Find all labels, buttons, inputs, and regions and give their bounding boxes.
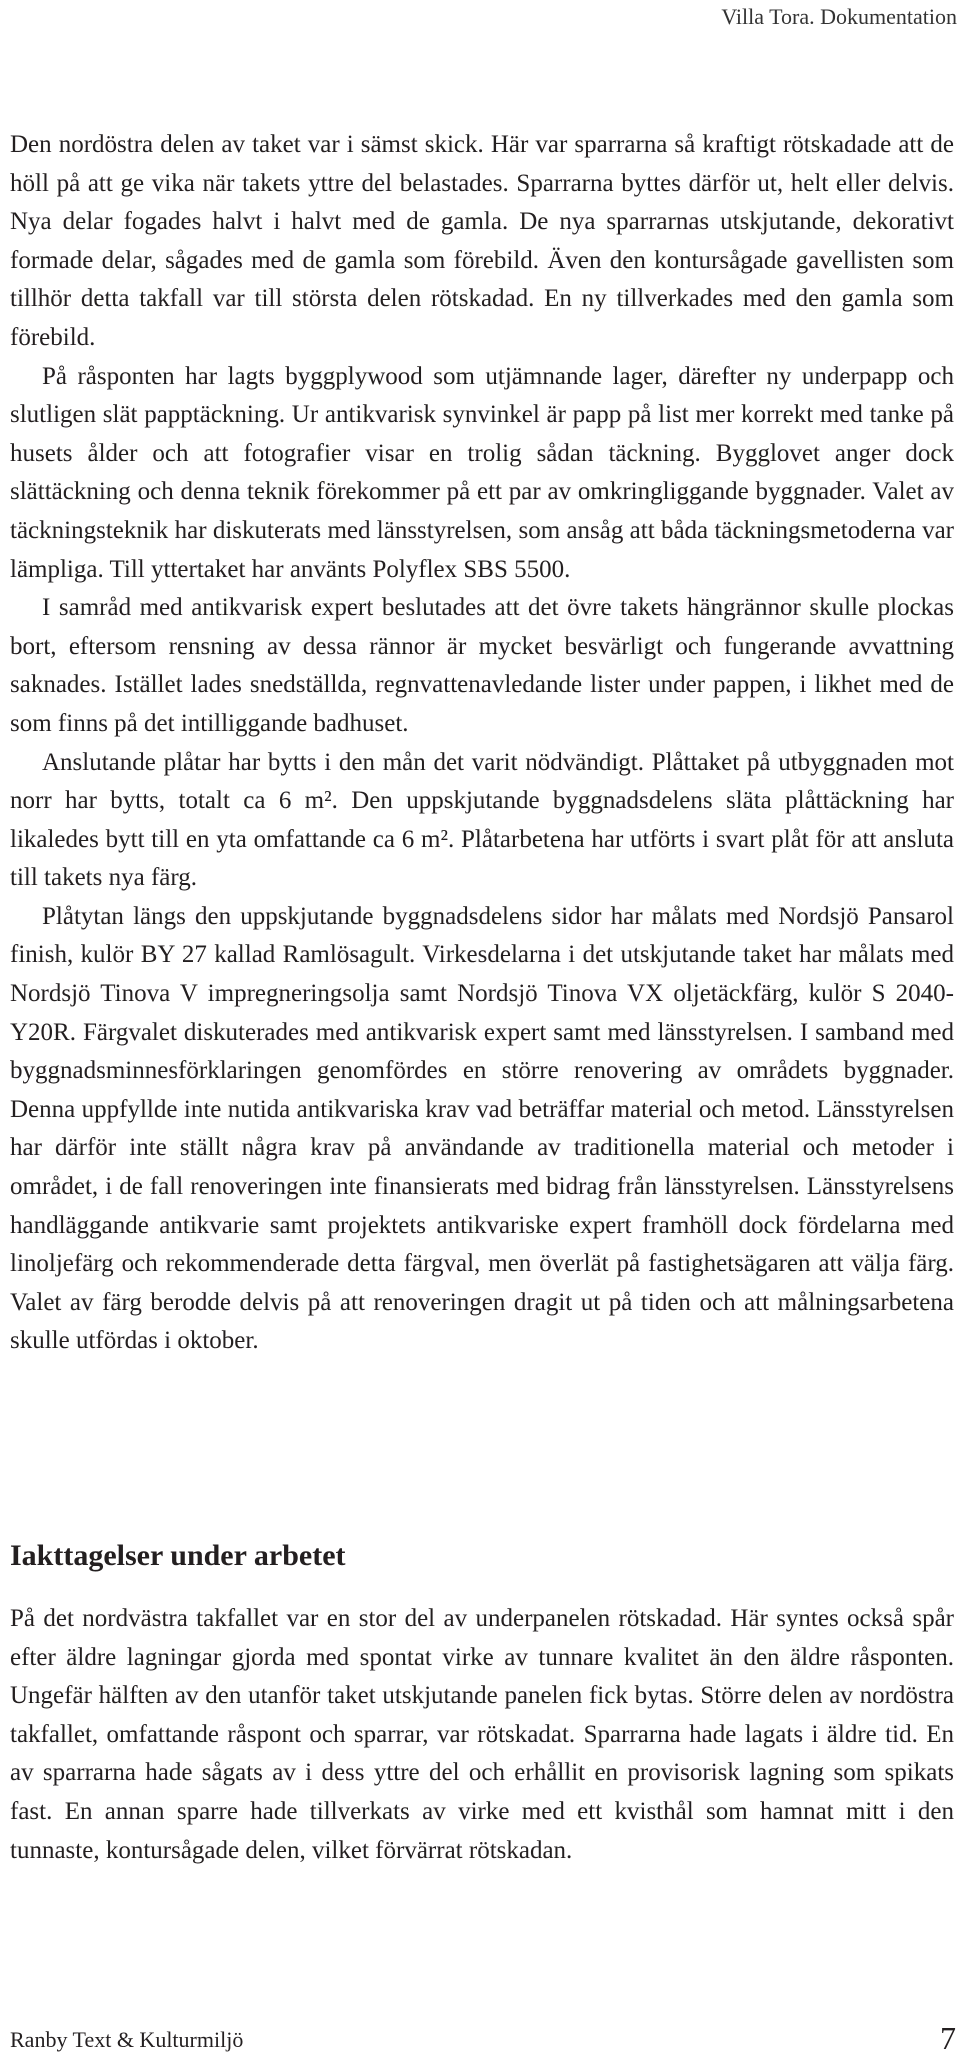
running-header: Villa Tora. Dokumentation	[721, 4, 957, 29]
footer-publisher: Ranby Text & Kulturmiljö	[10, 2027, 244, 2052]
paragraph-1: Den nordöstra delen av taket var i sämst skick. Här var sparrarna så kraftigt rötskadade att de höll på att ge vika när takets yttre del belastades. Sparrarna byttes därför ut, helt eller delvis. Nya delar fogades halvt i halvt med de gamla. De nya sparrarnas utskjutande, dekorativt formade delar, sågades med de gamla som förebild. Även den kontursågade gavellisten som tillhör detta takfall var till största delen rötskadad. En ny tillverkades med den gamla som förebild.	[10, 131, 954, 351]
paragraph-3: I samråd med antikvarisk expert beslutades att det övre takets hängrännor skulle plockas bort, eftersom rensning av dessa rännor är mycket besvärligt och fungerande avvattning saknades. Istället lades snedställda, regnvattenavledande lister under pappen, i likhet med de som finns på det intilliggande badhuset.	[10, 594, 954, 737]
paragraph-2: På råsponten har lagts byggplywood som utjämnande lager, därefter ny underpapp och slutligen slät papptäckning. Ur antikvarisk synvinkel är papp på list mer korrekt med tanke på husets ålder och att fotografier visar en trolig sådan täckning. Bygglovet anger dock slättäckning och denna teknik förekommer på ett par av omkringliggande byggnader. Valet av täckningsteknik har diskuterats med länsstyrelsen, som ansåg att båda täckningsmetoderna var lämpliga. Till yttertaket har använts Polyflex SBS 5500.	[10, 362, 954, 583]
section-heading: Iakttagelser under arbetet	[10, 1539, 346, 1572]
paragraph-4: Anslutande plåtar har bytts i den mån det varit nödvändigt. Plåttaket på utbyggnaden mot norr har bytts, totalt ca 6 m². Den uppskjutande byggnadsdelens släta plåttäckning har likaledes bytt till en yta omfattande ca 6 m². Plåtarbetena har utförts i svart plåt för att ansluta till takets nya färg.	[10, 748, 954, 892]
section-paragraph: På det nordvästra takfallet var en stor del av underpanelen rötskadad. Här syntes också spår efter äldre lagningar gjorda med spontat virke av tunnare kvalitet än den äldre råsponten. Ungefär hälften av den utanför taket utskjutande panelen fick bytas. Större delen av nordöstra takfallet, omfattande råspont och sparrar, var rötskadat. Sparrarna hade lagats i äldre tid. En av sparrarna hade sågats av i dess yttre del och erhållit en provisorisk lagning som spikats fast. En annan sparre hade tillverkats av virke med ett kvisthål som hamnat mitt i den tunnaste, kontursågade delen, vilket förvärrat rötskadan.	[10, 1605, 954, 1864]
paragraph-5: Plåtytan längs den uppskjutande byggnadsdelens sidor har målats med Nordsjö Pansarol finish, kulör BY 27 kallad Ramlösagult. Virkesdelarna i det utskjutande taket har målats med Nordsjö Tinova V impregneringsolja samt Nordsjö Tinova VX oljetäckfärg, kulör S 2040-Y20R. Färgvalet diskuterades med antikvarisk expert samt med länsstyrelsen. I samband med byggnadsminnesförklaringen genomfördes en större renovering av områdets byggnader. Denna uppfyllde inte nutida antikvariska krav vad beträffar material och metod. Länsstyrelsen har därför inte ställt några krav på användande av traditionella material och metoder i området, i de fall renoveringen inte finansierats med bidrag från länsstyrelsen. Länsstyrelsens handläggande antikvarie samt projektets antikvariske expert framhöll dock fördelarna med linoljefärg och rekommenderade detta färgval, men överlät på fastighetsägaren att välja färg. Valet av färg berodde delvis på att renoveringen dragit ut på tiden och att målningsarbetena skulle utfördas i oktober.	[10, 902, 954, 1355]
section-body	[10, 1600, 954, 1870]
page-number: 7	[940, 2020, 956, 2056]
body-text	[10, 126, 954, 1361]
